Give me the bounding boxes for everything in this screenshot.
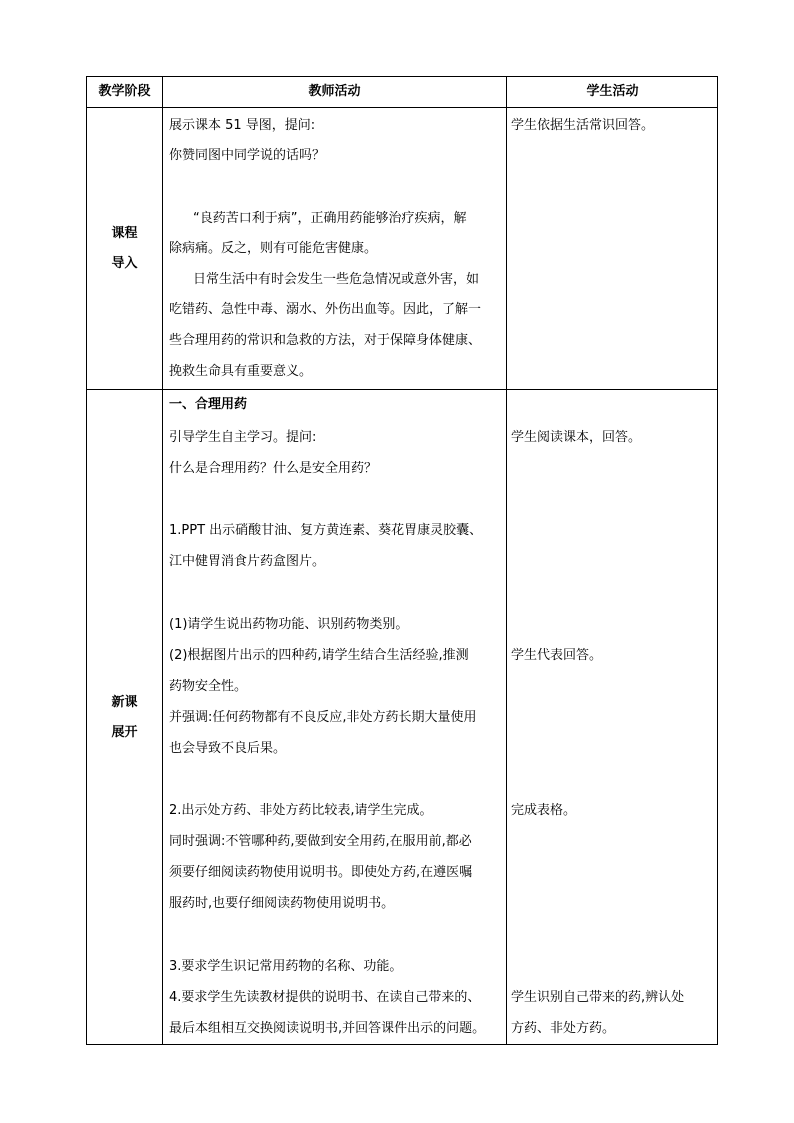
stage-label: 新课	[111, 695, 138, 710]
teacher-text-line: 吃错药、急性中毒、溺水、外伤出血等。因此，了解一	[169, 302, 482, 317]
teacher-text-line: 你赞同图中同学说的话吗？	[169, 148, 326, 163]
stage-label: 展开	[111, 725, 138, 740]
teacher-text-line: 3.要求学生识记常用药物的名称、功能。	[169, 959, 403, 974]
teacher-text-line: 1.PPT 出示硝酸甘油、复方黄连素、葵花胃康灵胶囊、	[169, 523, 483, 538]
teacher-text-line: 些合理用药的常识和急救的方法，对于保障身体健康、	[169, 333, 482, 348]
teacher-text-line: 2.出示处方药、非处方药比较表,请学生完成。	[169, 803, 433, 818]
teacher-text-line: 除病痛。反之，则有可能危害健康。	[169, 241, 378, 256]
header-stage: 教学阶段	[98, 84, 151, 99]
teacher-text-line: 药物安全性。	[169, 679, 248, 694]
teacher-text-line: 江中健胃消食片药盒图片。	[169, 554, 326, 569]
stage-label: 导入	[111, 256, 138, 271]
row-divider	[87, 389, 717, 390]
teacher-text-line: 最后本组相互交换阅读说明书,并回答课件出示的问题。	[169, 1021, 486, 1036]
student-text-line: 学生识别自己带来的药,辨认处	[511, 990, 685, 1005]
student-text-line: 完成表格。	[511, 803, 577, 818]
teacher-text-line: (2)根据图片出示的四种药,请学生结合生活经验,推测	[169, 648, 469, 663]
teacher-text-line: 并强调:任何药物都有不良反应,非处方药长期大量使用	[169, 710, 477, 725]
teacher-text-line: 4.要求学生先读教材提供的说明书、在读自己带来的、	[169, 990, 481, 1005]
teacher-text-line: 日常生活中有时会发生一些危急情况或意外害，如	[193, 272, 480, 287]
student-text-line: 学生代表回答。	[511, 648, 603, 663]
teacher-text-line: 展示课本 51 导图，提问:	[169, 118, 316, 133]
teacher-text-line: 服药时,也要仔细阅读药物使用说明书。	[169, 896, 395, 911]
teacher-text-line: 什么是合理用药？什么是安全用药？	[169, 461, 378, 476]
teacher-text-line: 须要仔细阅读药物使用说明书。即使处方药,在遵医嘱	[169, 865, 473, 880]
teacher-text-line: 挽救生命具有重要意义。	[169, 364, 313, 379]
student-text-line: 学生阅读课本，回答。	[511, 430, 642, 445]
column-divider	[162, 77, 163, 1044]
header-teacher-activity: 教师活动	[308, 84, 361, 99]
teacher-text-line: “良药苦口利于病”，正确用药能够治疗疾病，解	[193, 211, 467, 226]
teacher-text-line: (1)请学生说出药物功能、识别药物类别。	[169, 617, 409, 632]
row-divider	[87, 107, 717, 108]
student-text-line: 学生依据生活常识回答。	[511, 118, 655, 133]
teacher-text-line: 也会导致不良后果。	[169, 741, 287, 756]
teacher-section-heading: 一、合理用药	[169, 397, 248, 412]
header-student-activity: 学生活动	[586, 84, 639, 99]
teacher-text-line: 同时强调:不管哪种药,要做到安全用药,在服用前,都必	[169, 834, 472, 849]
teacher-text-line: 引导学生自主学习。提问:	[169, 430, 317, 445]
stage-label: 课程	[111, 226, 138, 241]
student-text-line: 方药、非处方药。	[511, 1021, 616, 1036]
lesson-plan-table	[86, 76, 718, 1045]
